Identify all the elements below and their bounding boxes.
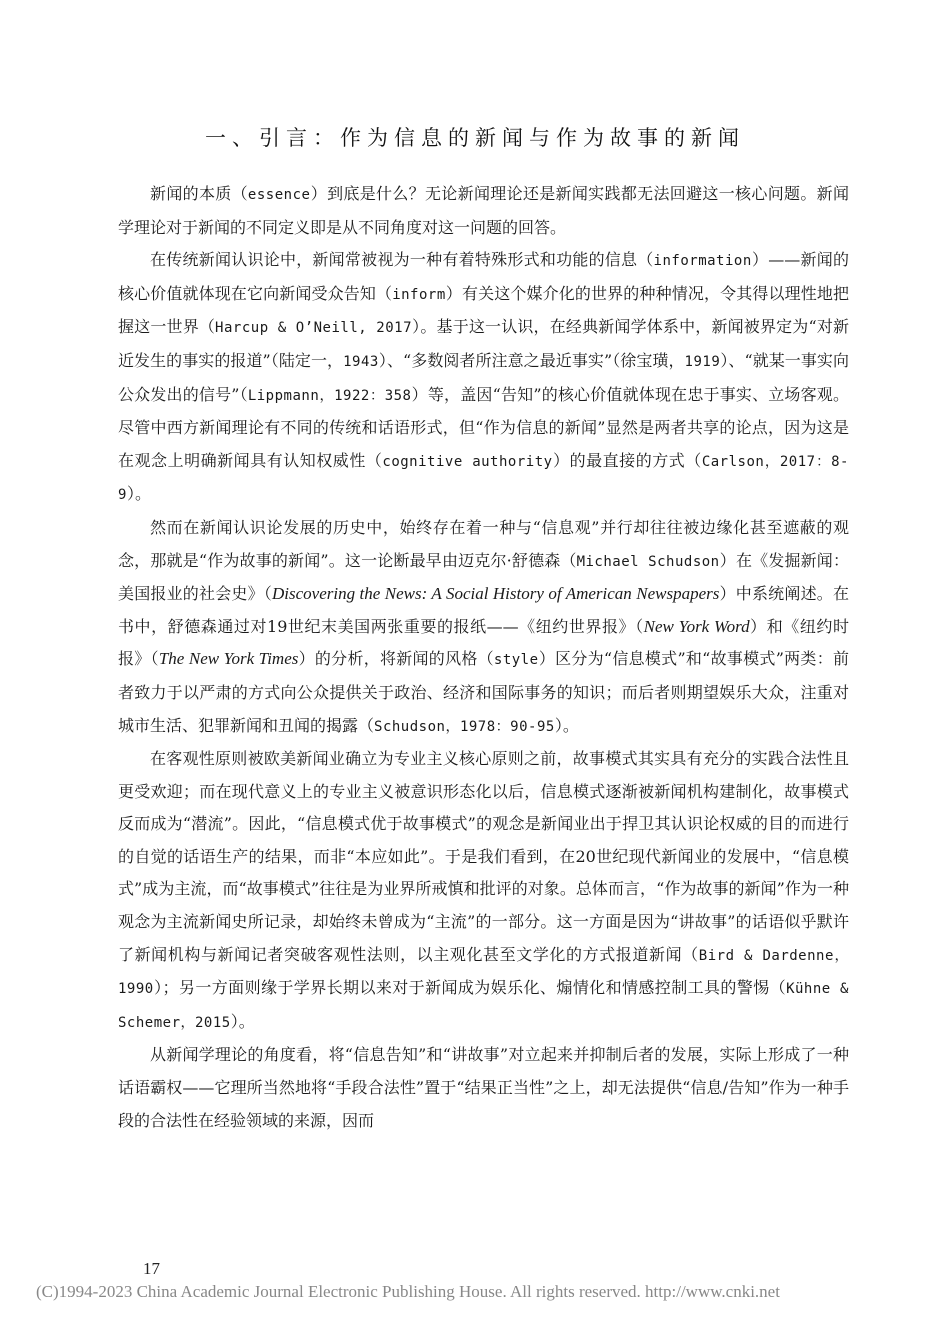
newspaper-title: New York Word [643, 616, 750, 636]
article-body [118, 178, 849, 1137]
section-title: 一、引言：作为信息的新闻与作为故事的新闻 [205, 126, 745, 150]
term-english: essence [247, 187, 311, 203]
newspaper-title: The New York Times [158, 649, 299, 669]
page-number: 17 [143, 1259, 160, 1278]
paragraph-2: 在传统新闻认识论中，新闻常被视为一种有着特殊形式和功能的信息（information）——新闻的核心价值就体现在它向新闻受众告知（inform）有关这个媒介化的世界的种种情况，令其得以理性地把握这一世界（Harcup & O’Neill, 2017）。基于这一认识，在经典新闻学体系中，新闻被界定为“对新近发生的事实的报道”（陆定一，1943）、“多数阅者所注意之最近事实”（徐宝璜，1919）、“就某一事实向公众发出的信号”（Lippmann，1922：358）等，盖因“告知”的核心价值就体现在忠于事实、立场客观。尽管中西方新闻理论有不同的传统和话语形式，但“作为信息的新闻”显然是两者共享的论点，因为这是在观念上明确新闻具有认知权威性（cognitive authority）的最直接的方式（Carlson，2017：8-9）。 [118, 250, 849, 504]
citation: Bird & Dardenne，1990 [118, 947, 849, 998]
citation: Harcup & O’Neill, 2017 [215, 320, 412, 337]
term-english: style [493, 652, 539, 669]
paragraph-4: 在客观性原则被欧美新闻业确立为专业主义核心原则之前，故事模式其实具有充分的实践合法性且更受欢迎；而在现代意义上的专业主义被意识形态化以后，信息模式逐渐被新闻机构建制化，故事模式反而成为“潜流”。因此，“信息模式优于故事模式”的观念是新闻业出于捍卫其认识论权威的目的而进行的自觉的话语生产的结果，而非“本应如此”。于是我们看到，在20世纪现代新闻业的发展中，“信息模式”成为主流，而“故事模式”往往是为业界所戒慎和批评的对象。总体而言，“作为故事的新闻”作为一种观念为主流新闻史所记录，却始终未曾成为“主流”的一部分。这一方面是因为“讲故事”的话语似乎默许了新闻机构与新闻记者突破客观性法则，以主观化甚至文学化的方式报道新闻（Bird & Dardenne，1990）；另一方面则缘于学界长期以来对于新闻成为娱乐化、煽情化和情感控制工具的警惕（Kühne & Schemer，2015）。 [118, 749, 849, 1031]
citation: Carlson，2017：8-9 [118, 453, 849, 504]
term-english: information [653, 253, 752, 270]
citation-year: 1919 [684, 353, 721, 370]
copyright-footer: (C)1994-2023 China Academic Journal Electronic Publishing House. All rights reserved. http://www.cnki.net [36, 1282, 780, 1301]
citation: Lippmann，1922：358 [247, 387, 412, 404]
term-english: cognitive authority [382, 453, 553, 470]
term-english: inform [392, 286, 446, 303]
paragraph-5: 从新闻学理论的角度看，将“信息告知”和“讲故事”对立起来并抑制后者的发展，实际上形成了一种话语霸权——它理所当然地将“手段合法性”置于“结果正当性”之上，却无法提供“信息/告知”作为一种手段的合法性在经验领域的来源，因而 [118, 1045, 849, 1130]
book-title: Discovering the News: A Social History of American Newspapers [272, 584, 720, 604]
paragraph-1: 新闻的本质（essence）到底是什么？无论新闻理论还是新闻实践都无法回避这一核心问题。新闻学理论对于新闻的不同定义即是从不同角度对这一问题的回答。 [118, 184, 849, 237]
citation: Schudson，1978：90-95 [374, 718, 555, 735]
paragraph-3: 然而在新闻认识论发展的历史中，始终存在着一种与“信息观”并行却往往被边缘化甚至遮蔽的观念，那就是“作为故事的新闻”。这一论断最早由迈克尔·舒德森（Michael Schudson）在《发掘新闻：美国报业的社会史》（Discovering the News: A Social History of American Newspapers）中系统阐述。在书中，舒德森通过对19世纪末美国两张重要的报纸——《纽约世界报》（New York Word）和《纽约时报》（The New York Times）的分析，将新闻的风格（style）区分为“信息模式”和“故事模式”两类：前者致力于以严肃的方式向公众提供关于政治、经济和国际事务的知识；而后者则期望娱乐大众，注重对城市生活、犯罪新闻和丑闻的揭露（Schudson，1978：90-95）。 [118, 517, 849, 735]
citation: Kühne & Schemer，2015 [118, 981, 849, 1031]
author-name: Michael Schudson [576, 553, 720, 570]
citation-year: 1943 [343, 353, 379, 370]
